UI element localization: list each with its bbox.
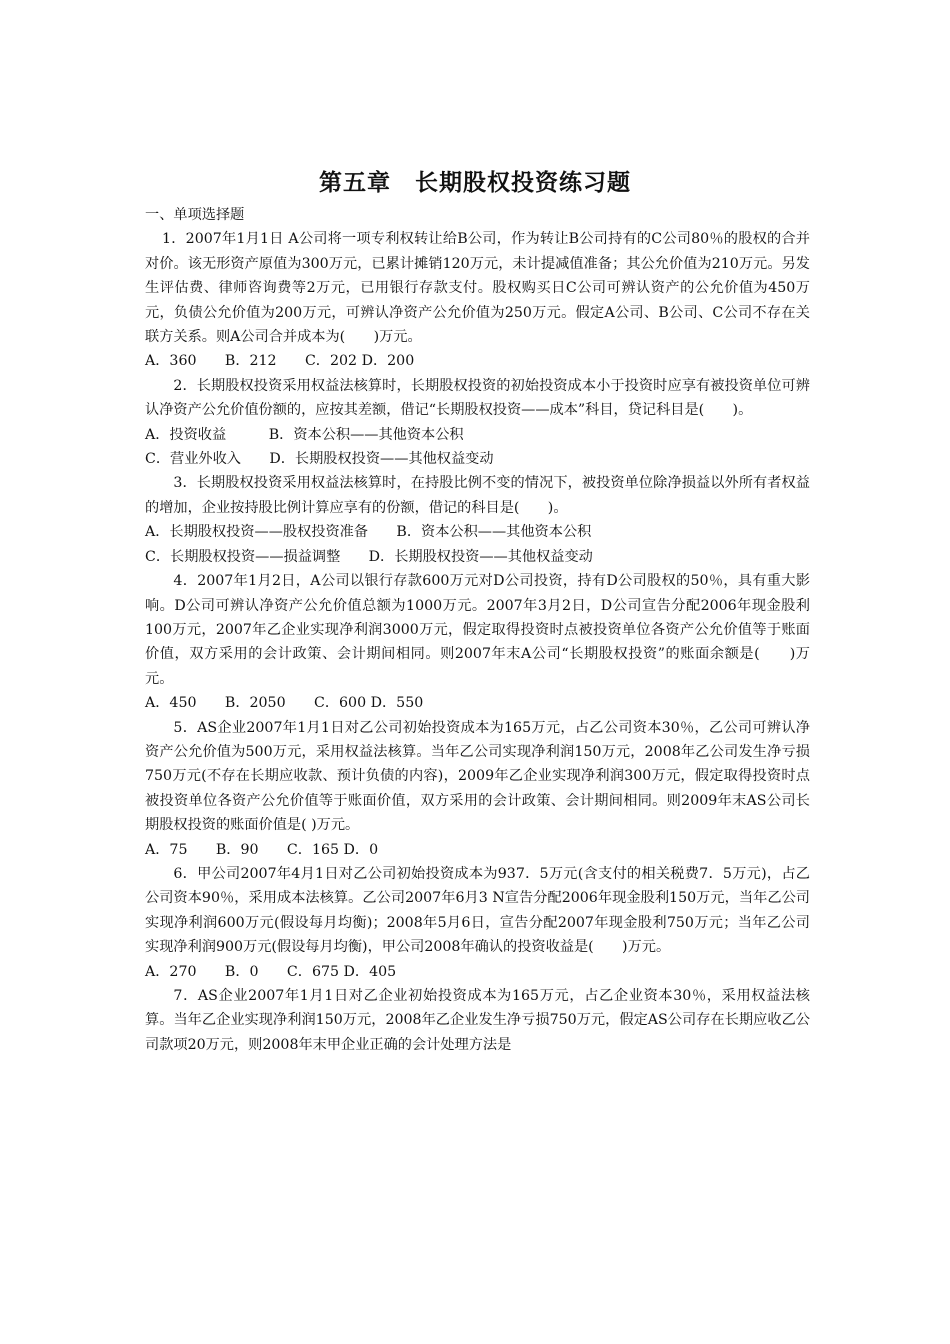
section-heading: 一、单项选择题 bbox=[145, 207, 245, 223]
question-2-options-row-1: A．投资收益 B．资本公积——其他资本公积 bbox=[145, 426, 464, 443]
page-title: 第五章 长期股权投资练习题 bbox=[319, 170, 631, 196]
question-5-options: A．75 B．90 C．165 D．0 bbox=[145, 841, 379, 858]
question-2-options-row-2: C．营业外收入 D．长期股权投资——其他权益变动 bbox=[145, 451, 494, 468]
question-6-options: A．270 B．0 C．675 D．405 bbox=[145, 963, 397, 980]
document-body bbox=[145, 203, 810, 1057]
question-1-stem: 1．2007年1月1日 A公司将一项专利权转让给B公司，作为转让B公司持有的C公司80％的股权的合并对价。该无形资产原值为300万元，已累计摊销120万元，未计提减值准备；其公允价值为210万元。另发生评估费、律师咨询费等2万元，已用银行存款支付。股权购买日C公司可辨认资产的公允价值为450万元，负债公允价值为200万元，可辨认净资产公允价值为250万元。假定A公司、B公司、C公司不存在关联方关系。则A公司合并成本为( )万元。 bbox=[145, 231, 810, 346]
question-3-options-row-2: C．长期股权投资——损益调整 D．长期股权投资——其他权益变动 bbox=[145, 548, 593, 565]
question-4-options: A．450 B．2050 C．600 D．550 bbox=[145, 695, 424, 712]
question-5-stem: 5．AS企业2007年1月1日对乙公司初始投资成本为165万元，占乙公司资本30％，乙公司可辨认净资产公允价值为500万元，采用权益法核算。当年乙公司实现净利润150万元，2008年乙公司发生净亏损750万元(不存在长期应收款、预计负债的内容)，2009年乙企业实现净利润300万元，假定取得投资时点被投资单位各资产公允价值等于账面价值，双方采用的会计政策、会计期间相同。则2009年末AS公司长期股权投资的账面价值是( )万元。 bbox=[145, 719, 810, 834]
question-4-stem: 4．2007年1月2日，A公司以银行存款600万元对D公司投资，持有D公司股权的50％，具有重大影响。D公司可辨认净资产公允价值总额为1000万元。2007年3月2日，D公司宣告分配2006年现金股利100万元，2007年乙企业实现净利润3000万元，假定取得投资时点被投资单位各资产公允价值等于账面价值，双方采用的会计政策、会计期间相同。则2007年末A公司“长期股权投资”的账面余额是( )万元。 bbox=[145, 573, 810, 687]
question-2-stem: 2．长期股权投资采用权益法核算时，长期股权投资的初始投资成本小于投资时应享有被投资单位可辨认净资产公允价值份额的，应按其差额，借记“长期股权投资——成本”科目，贷记科目是( )。 bbox=[145, 377, 810, 419]
question-3-options-row-1: A．长期股权投资——股权投资准备 B．资本公积——其他资本公积 bbox=[145, 524, 592, 541]
question-1-options: A．360 B．212 C．202 D．200 bbox=[145, 353, 415, 370]
question-3-stem: 3．长期股权投资采用权益法核算时，在持股比例不变的情况下，被投资单位除净损益以外所有者权益的增加，企业按持股比例计算应享有的份额，借记的科目是( )。 bbox=[145, 475, 810, 516]
question-7-stem: 7．AS企业2007年1月1日对乙企业初始投资成本为165万元，占乙企业资本30％，采用权益法核算。当年乙企业实现净利润150万元，2008年乙企业发生净亏损750万元，假定AS公司存在长期应收乙公司款项20万元，则2008年末甲企业正确的会计处理方法是 bbox=[145, 988, 810, 1053]
question-6-stem: 6．甲公司2007年4月1日对乙公司初始投资成本为937．5万元(含支付的相关税费7．5万元)，占乙公司资本90％，采用成本法核算。乙公司2007年6月3 N宣告分配2006年现金股利150万元，当年乙公司实现净利润600万元(假设每月均衡)；2008年5月6日，宣告分配2007年现金股利750万元；当年乙公司实现净利润900万元(假设每月均衡)，甲公司2008年确认的投资收益是( )万元。 bbox=[145, 865, 810, 956]
